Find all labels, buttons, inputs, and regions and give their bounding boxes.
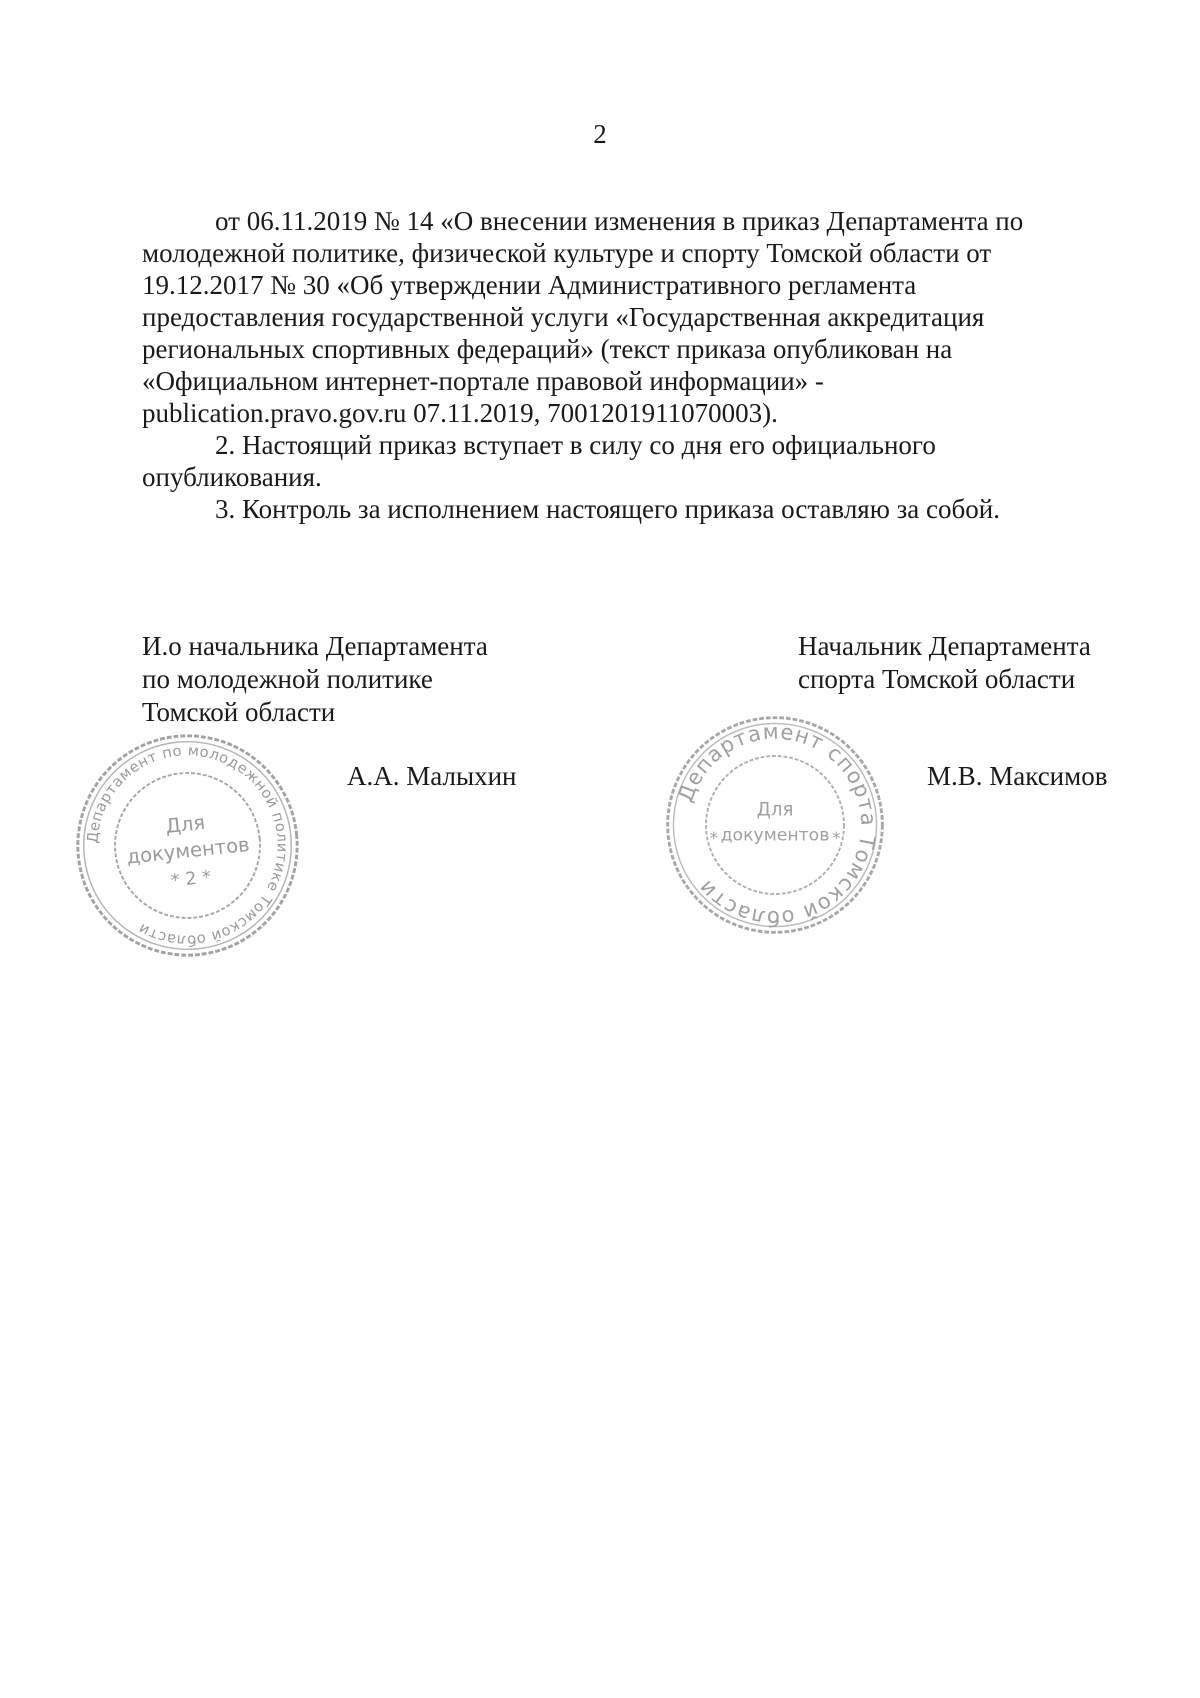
paragraph-2-line-2: опубликования. <box>142 462 322 492</box>
paragraph-1-line-5: региональных спортивных федераций» (текст приказа опубликован на <box>142 334 953 364</box>
paragraph-1-line-3: 19.12.2017 № 30 «Об утверждении Административного регламента <box>142 270 917 300</box>
paragraph-1-line-7: publication.pravo.gov.ru 07.11.2019, 7001201911070003). <box>142 398 778 428</box>
paragraph-1-line-6: «Официальном интернет-портале правовой информации» - <box>142 366 824 396</box>
signer-title-line: Томской области <box>142 697 336 727</box>
svg-text:Департамент спорта Томской обл: Департамент спорта Томской области <box>672 718 882 932</box>
signer-title-line: по молодежной политике <box>142 664 433 694</box>
signer-title-line: Начальник Департамента <box>798 631 1091 661</box>
svg-text:* 2 *: * 2 * <box>170 867 213 892</box>
official-stamp-right <box>660 710 890 940</box>
signature-block-right <box>798 630 1091 696</box>
svg-text:*: * <box>832 829 841 850</box>
paragraph-2-line-1: 2. Настоящий приказ вступает в силу со дня его официального <box>215 430 936 460</box>
svg-text:Для: Для <box>756 799 794 821</box>
paragraph-3: 3. Контроль за исполнением настоящего приказа оставляю за собой. <box>215 494 1000 524</box>
signature-block-left <box>142 630 488 729</box>
order-body-text <box>142 205 1132 525</box>
svg-text:*: * <box>709 829 718 850</box>
page-number: 2 <box>593 119 607 149</box>
paragraph-1-line-1: от 06.11.2019 № 14 «О внесении изменения в приказ Департамента по <box>215 206 1024 236</box>
svg-text:Департамент по молодежной поли: Департамент по молодежной политике Томской области <box>84 742 291 949</box>
signer-title-line: И.о начальника Департамента <box>142 631 488 661</box>
svg-text:документов: документов <box>125 832 251 869</box>
official-stamp-left <box>58 716 316 974</box>
signer-name-left: А.А. Малыхин <box>347 761 517 791</box>
paragraph-1-line-4: предоставления государственной услуги «Государственная аккредитация <box>142 302 985 332</box>
svg-text:документов: документов <box>720 825 830 846</box>
svg-text:Для: Для <box>164 810 207 838</box>
paragraph-1-line-2: молодежной политике, физической культуре и спорту Томской области от <box>142 238 992 268</box>
signer-name-right: М.В. Максимов <box>927 761 1108 791</box>
signer-title-line: спорта Томской области <box>798 664 1076 694</box>
